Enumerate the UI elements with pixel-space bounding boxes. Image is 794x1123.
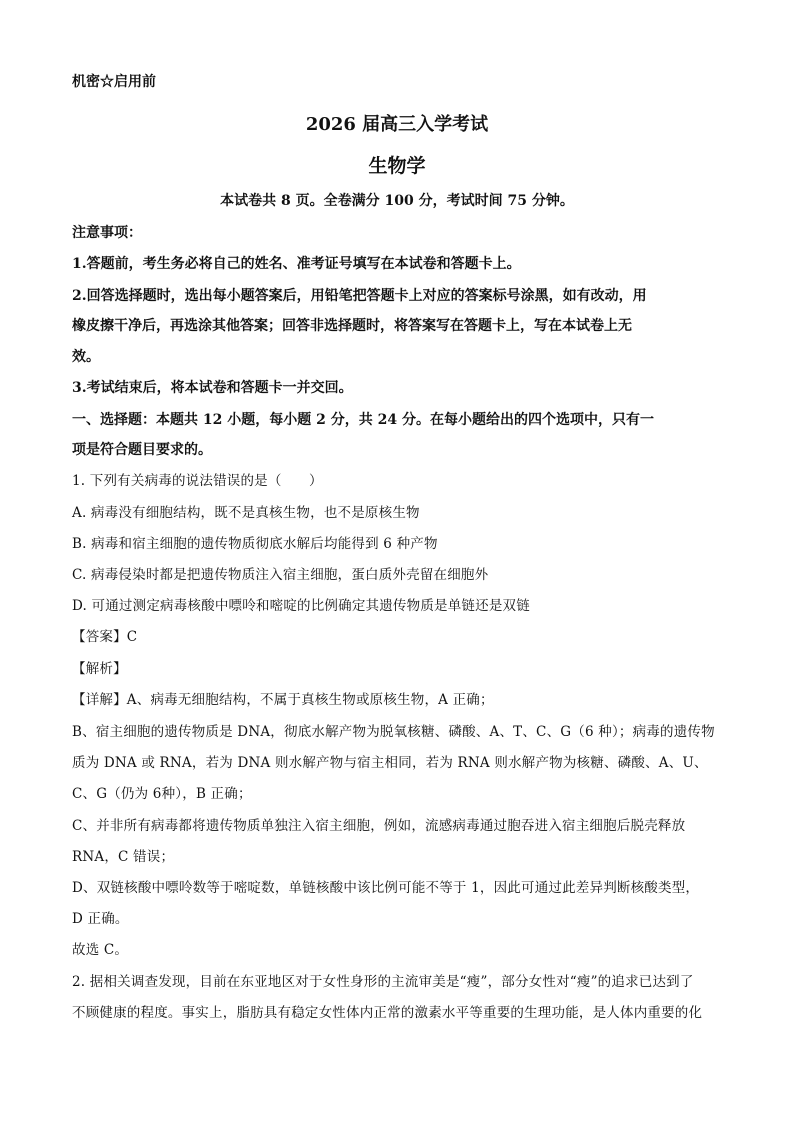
section-heading-line-1: 一、选择题：本题共 12 小题，每小题 2 分，共 24 分。在每小题给出的四个选项中，只有一 — [72, 412, 654, 428]
analysis-line: B、宿主细胞的遗传物质是 DNA，彻底水解产物为脱氧核糖、磷酸、A、T、C、G（6 种）；病毒的遗传物 — [72, 724, 715, 740]
question-1-answer: 【答案】C — [72, 629, 138, 645]
analysis-line: 故选 C。 — [72, 942, 129, 958]
notice-line-5: 3.考试结束后，将本试卷和答题卡一并交回。 — [72, 380, 353, 396]
question-1-option-c: C. 病毒侵染时都是把遗传物质注入宿主细胞，蛋白质外壳留在细胞外 — [72, 567, 489, 583]
analysis-line: RNA，C 错误； — [72, 849, 175, 865]
question-1-option-a: A. 病毒没有细胞结构，既不是真核生物，也不是原核生物 — [72, 505, 420, 521]
notice-line-1: 1.答题前，考生务必将自己的姓名、准考证号填写在本试卷和答题卡上。 — [72, 256, 521, 272]
notice-line-3: 橡皮擦干净后，再选涂其他答案；回答非选择题时，将答案写在答题卡上，写在本试卷上无 — [72, 318, 632, 334]
analysis-line: D 正确。 — [72, 911, 129, 927]
exam-title: 2026 届高三入学考试 — [305, 114, 489, 135]
question-1-stem: 1. 下列有关病毒的说法错误的是（ ） — [72, 473, 323, 489]
notice-heading: 注意事项： — [72, 225, 142, 241]
question-1-option-b: B. 病毒和宿主细胞的遗传物质彻底水解后均能得到 6 种产物 — [72, 536, 438, 552]
analysis-line: 质为 DNA 或 RNA，若为 DNA 则水解产物与宿主相同，若为 RNA 则水解产物为核糖、磷酸、A、U、 — [72, 755, 708, 771]
analysis-line: D、双链核酸中嘌呤数等于嘧啶数，单链核酸中该比例可能不等于 1，因此可通过此差异判断核酸类型， — [72, 880, 700, 896]
confidential-mark: 机密☆启用前 — [72, 74, 156, 90]
analysis-line: C、G（仍为 6种），B 正确； — [72, 786, 252, 802]
subject-title: 生物学 — [368, 155, 426, 177]
question-1-analysis-label: 【解析】 — [72, 661, 127, 677]
notice-line-4: 效。 — [72, 349, 100, 365]
question-2-line-2: 不顾健康的程度。事实上，脂肪具有稳定女性体内正常的激素水平等重要的生理功能，是人体内重要的化 — [72, 1005, 703, 1021]
exam-meta: 本试卷共 8 页。全卷满分 100 分，考试时间 75 分钟。 — [220, 193, 574, 209]
section-heading-line-2: 项是符合题目要求的。 — [72, 442, 212, 458]
analysis-line: 【详解】A、病毒无细胞结构，不属于真核生物或原核生物，A 正确； — [72, 692, 494, 708]
question-1-option-d: D. 可通过测定病毒核酸中嘌呤和嘧啶的比例确定其遗传物质是单链还是双链 — [72, 598, 530, 614]
analysis-line: C、并非所有病毒都将遗传物质单独注入宿主细胞，例如，流感病毒通过胞吞进入宿主细胞后脱壳释放 — [72, 818, 686, 834]
notice-line-2: 2.回答选择题时，选出每小题答案后，用铅笔把答题卡上对应的答案标号涂黑，如有改动，用 — [72, 288, 647, 304]
question-2-line-1: 2. 据相关调查发现，目前在东亚地区对于女性身形的主流审美是“瘦”，部分女性对“瘦”的追求已达到了 — [72, 974, 694, 990]
